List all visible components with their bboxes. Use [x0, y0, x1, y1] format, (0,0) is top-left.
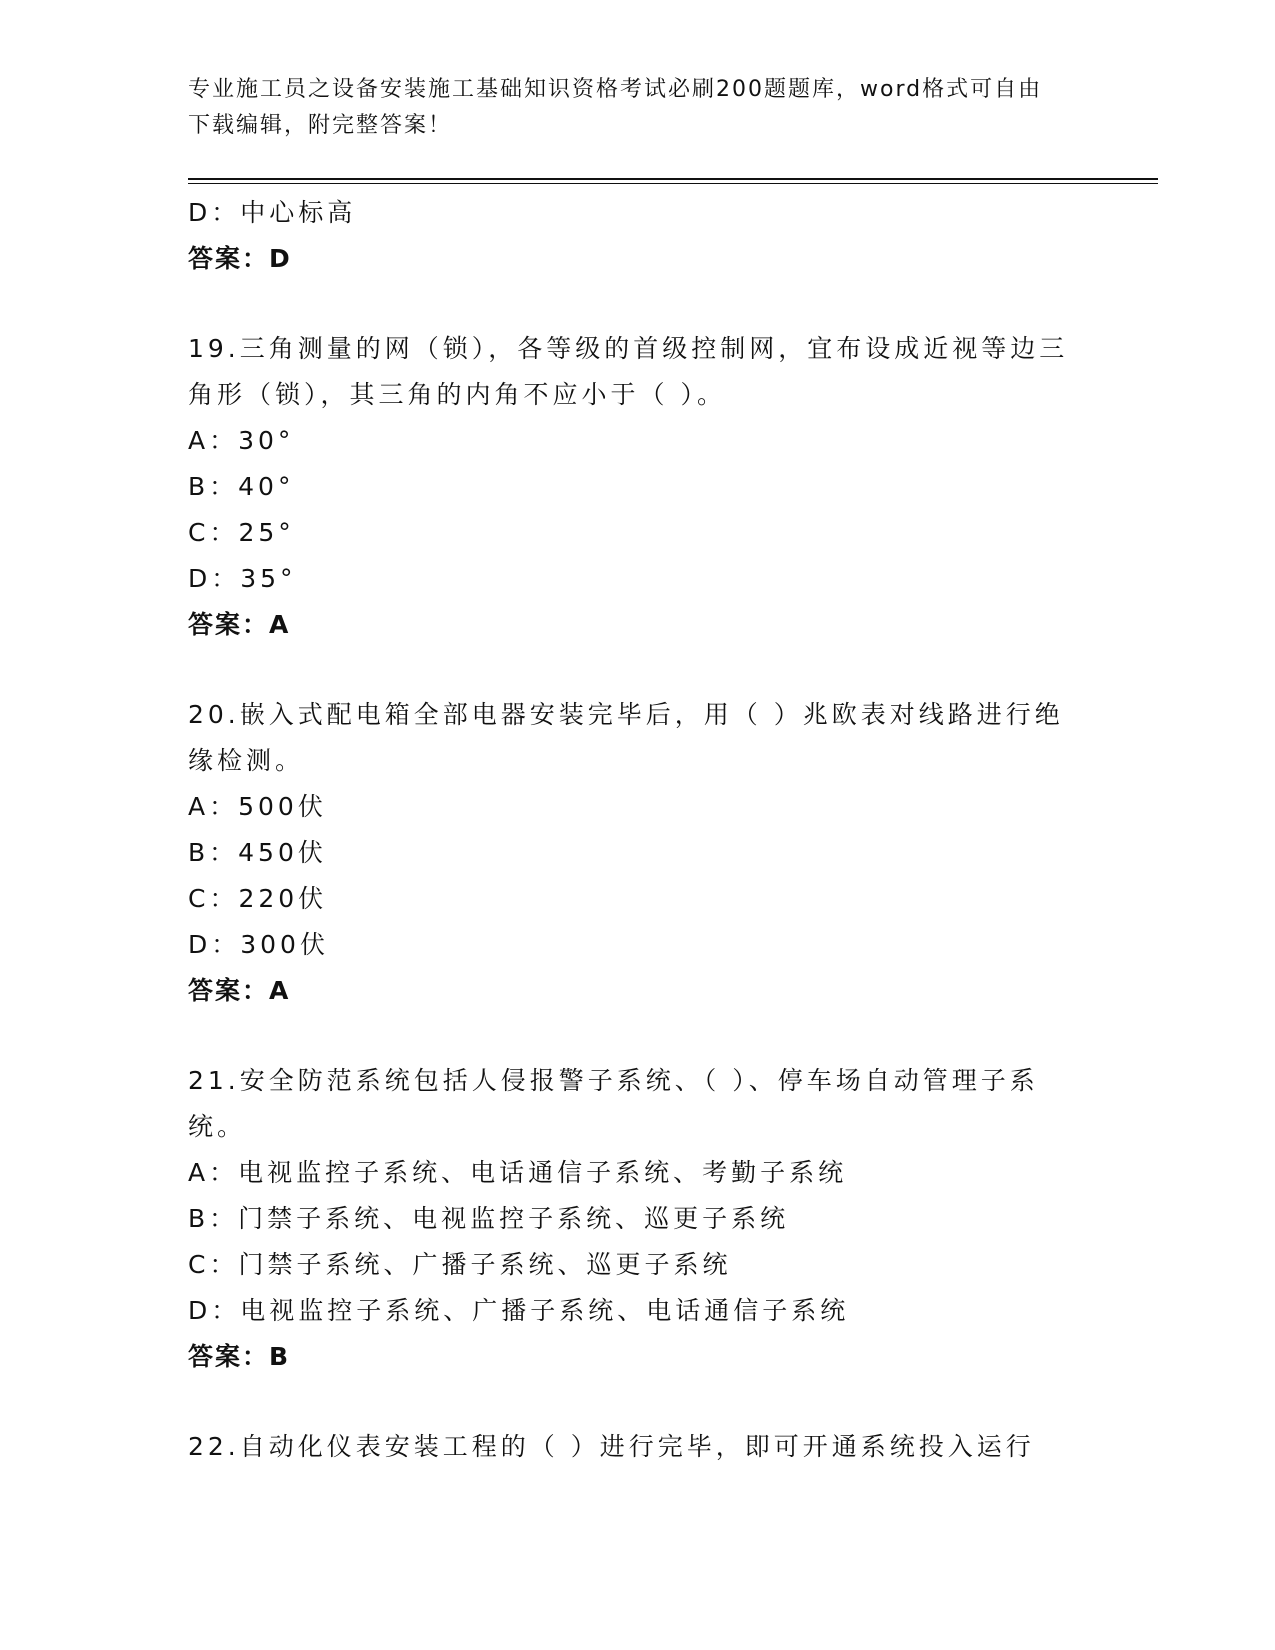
header-rule-thick — [188, 178, 1158, 180]
answer-line: 答案：B — [188, 1342, 291, 1371]
option-b: B：门禁子系统、电视监控子系统、巡更子系统 — [188, 1204, 790, 1233]
question-stem-continued: 统。 — [188, 1112, 247, 1141]
document-header — [188, 72, 1088, 144]
question-list — [188, 190, 1088, 1470]
question-21 — [188, 1058, 1088, 1380]
header-rule-thin — [188, 183, 1158, 184]
question-stem: 21.安全防范系统包括人侵报警子系统、（ ）、停车场自动管理子系 — [188, 1066, 1039, 1095]
answer-line: 答案：D — [188, 244, 292, 273]
option-a: A：500伏 — [188, 792, 327, 821]
header-line-2: 下载编辑，附完整答案！ — [188, 113, 453, 138]
option-c: C：220伏 — [188, 884, 328, 913]
prev-question-tail — [188, 190, 1088, 282]
option-d: D：电视监控子系统、广播子系统、电话通信子系统 — [188, 1296, 850, 1325]
question-stem: 19.三角测量的网（锁），各等级的首级控制网，宜布设成近视等边三 — [188, 334, 1069, 363]
question-stem-continued: 缘检测。 — [188, 746, 305, 775]
answer-line: 答案：A — [188, 610, 291, 639]
option-d: D：35° — [188, 564, 297, 593]
question-20 — [188, 692, 1088, 1014]
option-a: A：电视监控子系统、电话通信子系统、考勤子系统 — [188, 1158, 848, 1187]
question-stem-continued: 角形（锁），其三角的内角不应小于（ ）。 — [188, 380, 726, 409]
question-22 — [188, 1424, 1088, 1470]
question-19 — [188, 326, 1088, 648]
option-b: B：450伏 — [188, 838, 327, 867]
option-c: C：门禁子系统、广播子系统、巡更子系统 — [188, 1250, 732, 1279]
option-a: A：30° — [188, 426, 295, 455]
question-stem: 22.自动化仪表安装工程的（ ）进行完毕，即可开通系统投入运行 — [188, 1432, 1035, 1461]
option-b: B：40° — [188, 472, 295, 501]
question-stem: 20.嵌入式配电箱全部电器安装完毕后，用（ ）兆欧表对线路进行绝 — [188, 700, 1064, 729]
header-line-1: 专业施工员之设备安装施工基础知识资格考试必刷200题题库，word格式可自由 — [188, 77, 1043, 102]
option-d: D：300伏 — [188, 930, 329, 959]
answer-line: 答案：A — [188, 976, 291, 1005]
option-c: C：25° — [188, 518, 295, 547]
option-d: D：中心标高 — [188, 198, 357, 227]
